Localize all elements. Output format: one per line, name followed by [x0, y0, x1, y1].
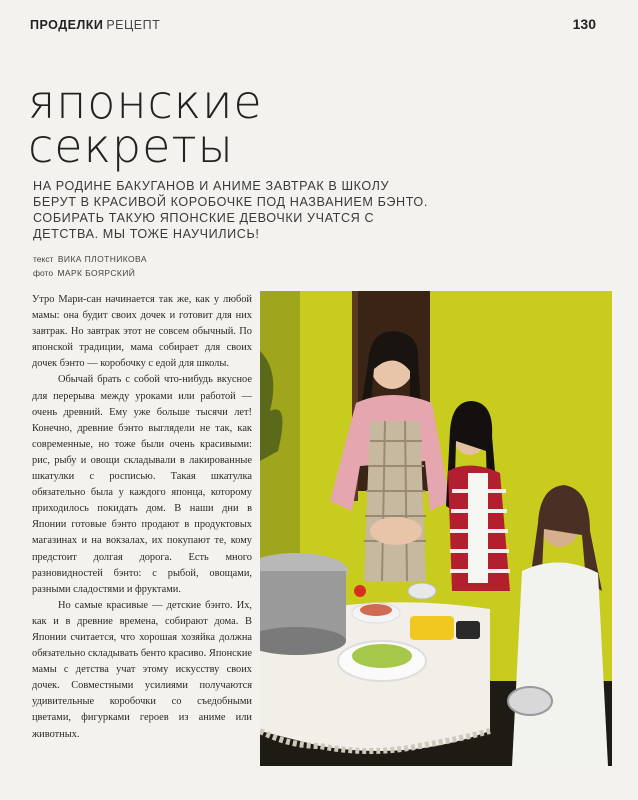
credits: [33, 252, 147, 280]
photo-lunchbox-yellow: [410, 616, 454, 640]
paragraph: Обычай брать с собой что-нибудь вкусное для перерыва между уроками или работой — очень древний. Ему уже больше тысячи лет! Конечно, древние бэнто выглядели не так, как современные, но тоже были очень красивыми: рис, рыбу и овощи складывали в лакированные шкатулки с росписью. Такая шкатулка обязательно была у каждого японца, которому приходилось покидать дом. В наши дни в Японии готовые бэнто продают в продуктовых магазинах и на вокзалах, их покупают те, кому предстоит долгая дорога. Есть много разновидностей бэнто: с рыбой, овощами, разными сладостями и фруктами.: [32, 374, 252, 595]
photo-credit: [33, 266, 147, 280]
text-credit-label: текст: [33, 254, 54, 264]
section-header: [30, 18, 160, 32]
photo-credit-author: МАРК БОЯРСКИЙ: [57, 268, 136, 278]
photo-small-bowl: [408, 583, 436, 599]
photo-vegetables: [352, 644, 412, 668]
subsection-label: РЕЦЕПТ: [106, 18, 161, 32]
section-label: ПРОДЕЛКИ: [30, 18, 104, 32]
article-photo: [260, 291, 612, 766]
paragraph: Утро Мари-сан начинается так же, как у любой мамы: она будит своих дочек и готовит для них завтрак. Но завтрак этот не совсем обычный. По японской традиции, мама собирает для своих дочек бэнто — коробочку с едой для школы.: [32, 294, 252, 370]
page-number: 130: [572, 16, 596, 32]
photo-illustration: [260, 291, 612, 766]
article-lead: НА РОДИНЕ БАКУГАНОВ И АНИМЕ ЗАВТРАК В ШКОЛУ БЕРУТ В КРАСИВОЙ КОРОБОЧКЕ ПОД НАЗВАНИЕМ БЭНТО. СОБИРАТЬ ТАКУЮ ЯПОНСКИЕ ДЕВОЧКИ УЧАТСЯ С ДЕТСТВА. МЫ ТОЖЕ НАУЧИЛИСЬ!: [33, 179, 428, 241]
paragraph: Но самые красивые — детские бэнто. Их, как и в древние времена, собирают дома. В Японии считается, что хорошая хозяйка должна обязательно складывать бенто красиво. Японские мамы с детства учат этому искусству своих дочек. Совместными усилиями получаются удивительные коробочки со съедобными цветами, фигурками героев из аниме или животных.: [32, 599, 252, 740]
photo-woman-apron: [364, 421, 426, 581]
title-line-1: японские: [28, 75, 263, 129]
photo-bento-box: [508, 687, 552, 715]
title-line-2: секреты: [28, 119, 234, 173]
text-credit: [33, 252, 147, 266]
photo-fish: [360, 604, 392, 616]
photo-lunchbox-dark: [456, 621, 480, 639]
photo-girl2-sweater: [512, 562, 608, 766]
photo-credit-label: фото: [33, 268, 54, 278]
photo-tomato: [354, 585, 366, 597]
photo-woman-hands: [370, 517, 422, 545]
text-credit-author: ВИКА ПЛОТНИКОВА: [57, 254, 147, 264]
article-body: [32, 292, 252, 743]
article-title: [28, 75, 263, 173]
photo-girl-shirt: [468, 473, 488, 583]
